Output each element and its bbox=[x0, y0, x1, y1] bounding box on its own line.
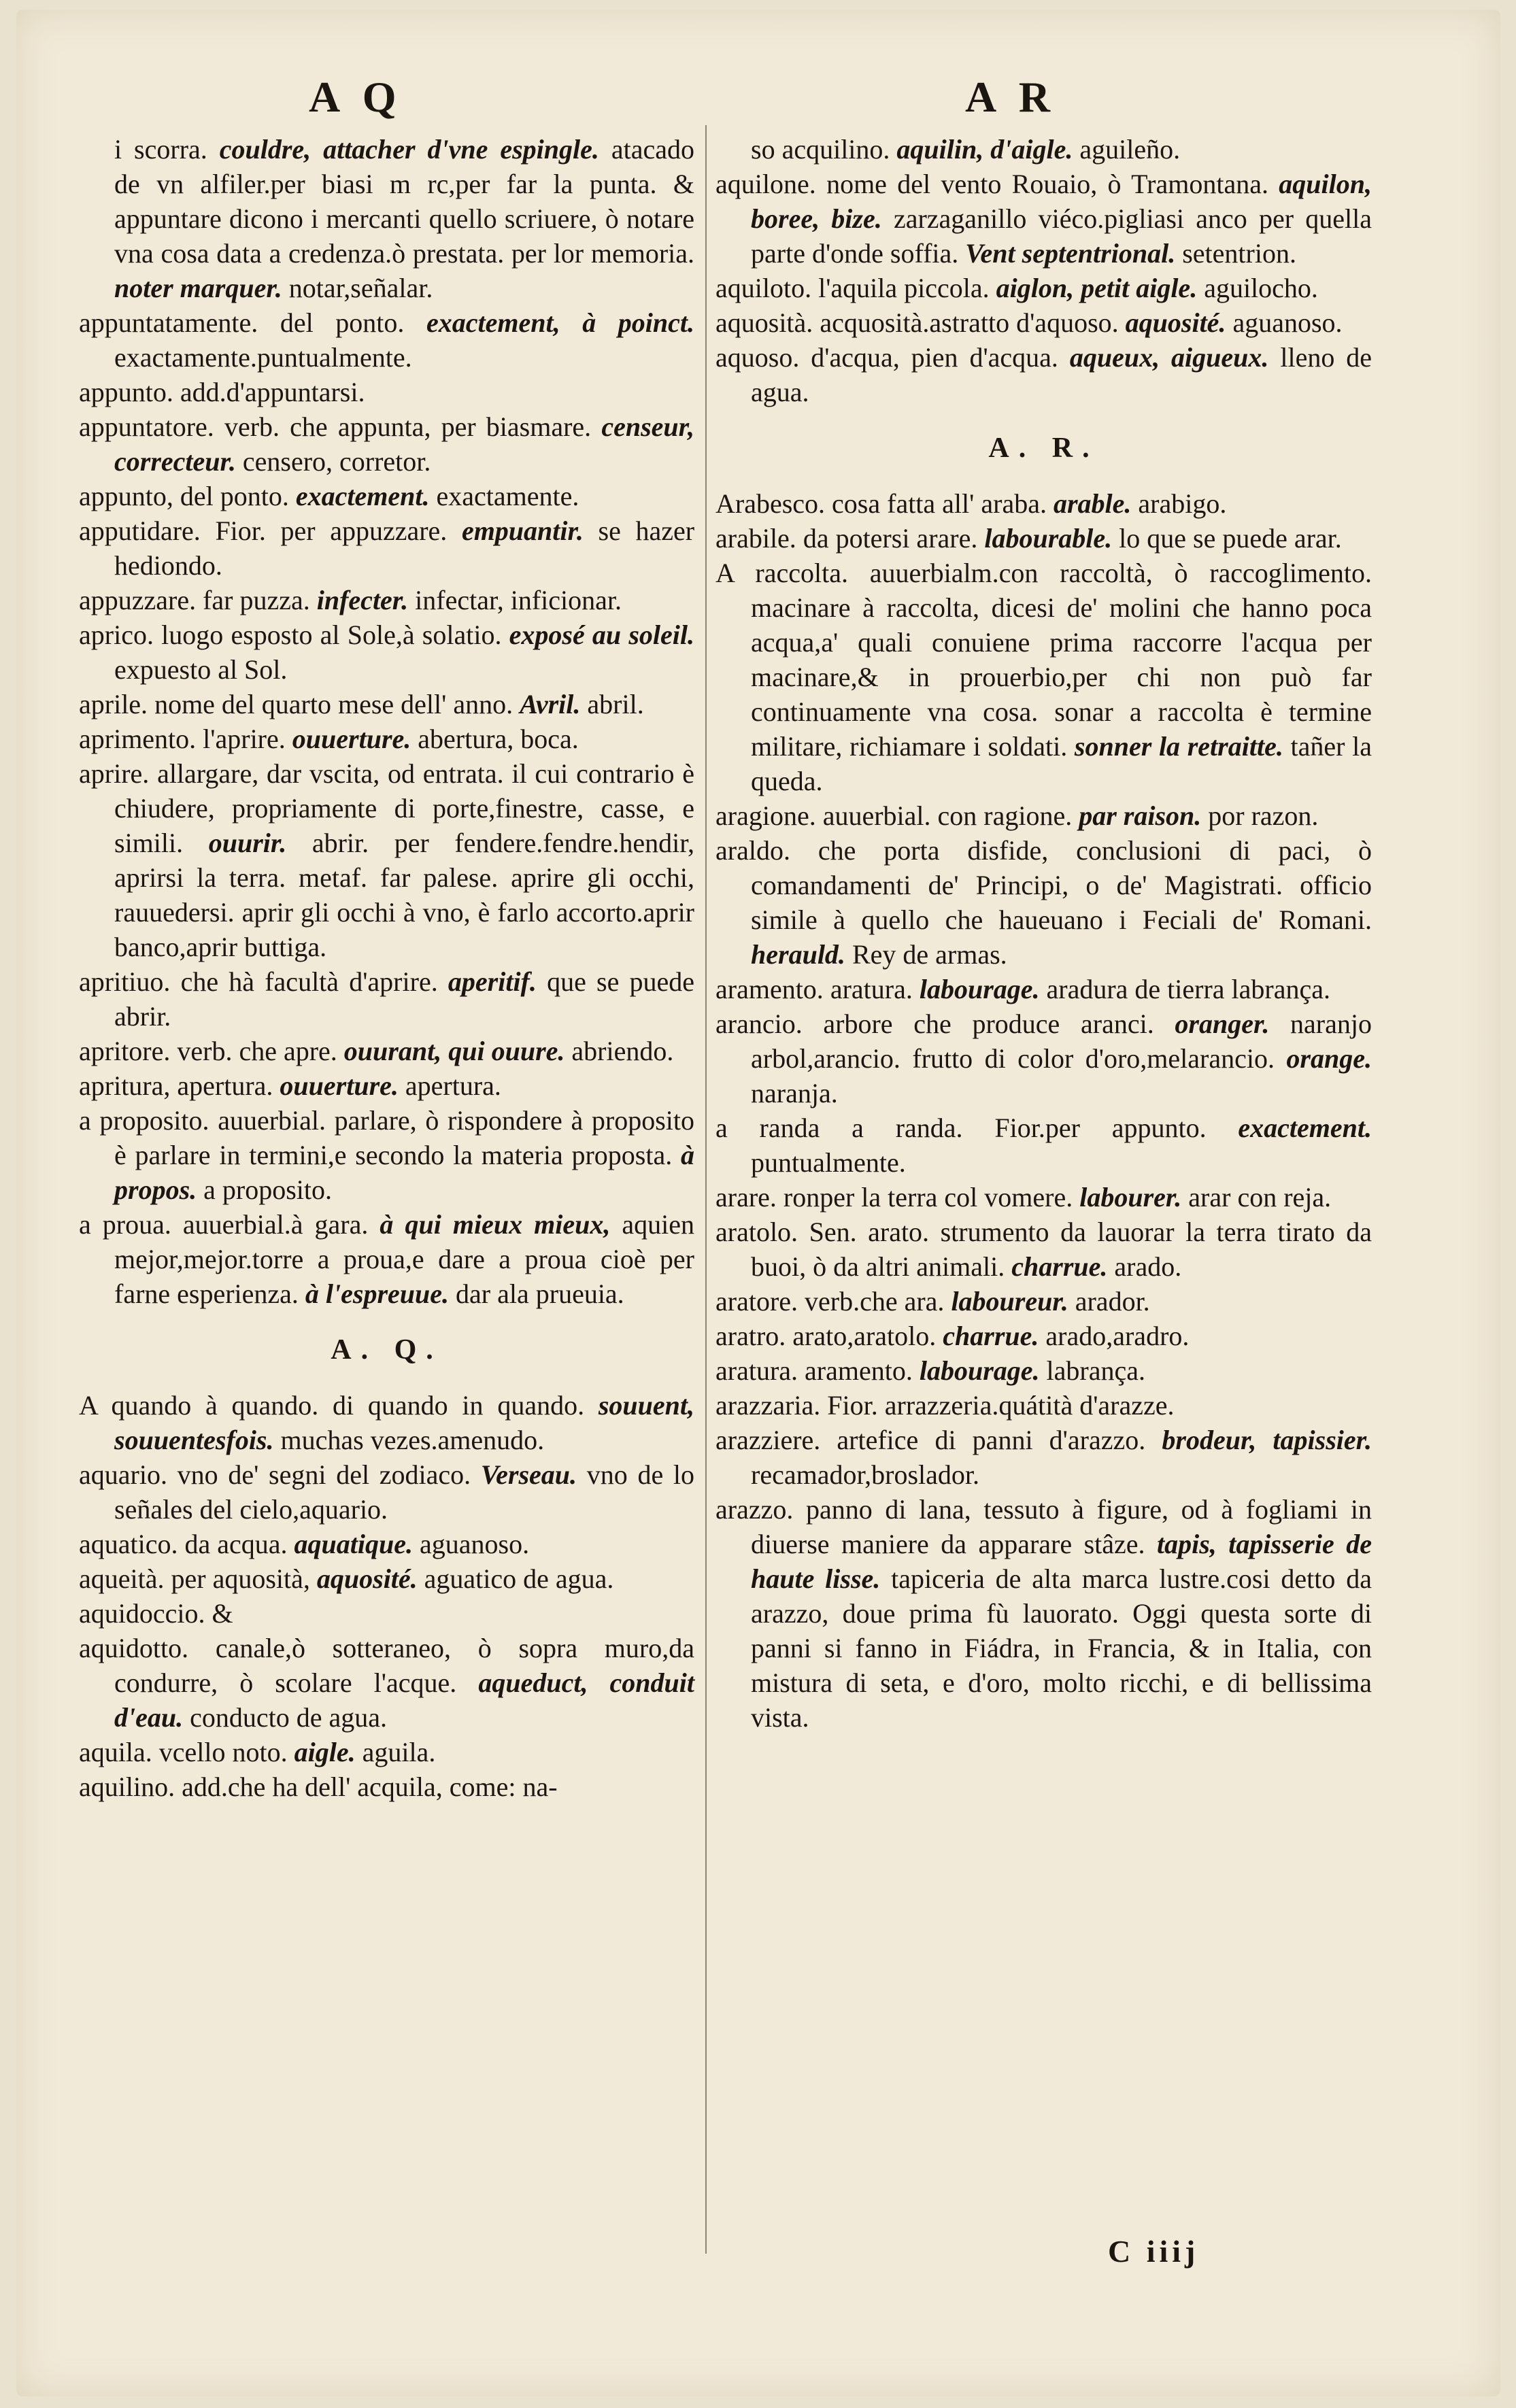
spanish-gloss: muchas vezes.amenudo. bbox=[280, 1425, 545, 1455]
definition: che porta disfide, conclusioni di paci, ò comandamenti de' Principi, o de' Magistrati. officio simile à quello che haueuano i Feciali de' Romani. bbox=[751, 835, 1372, 935]
french-gloss: Verseau. bbox=[480, 1459, 577, 1490]
french-gloss: ouurir. bbox=[208, 828, 287, 858]
french-gloss: laboureur. bbox=[951, 1286, 1068, 1317]
spanish-gloss: arado. bbox=[1114, 1251, 1182, 1282]
headword: arazziere. bbox=[715, 1425, 821, 1455]
headword: aquatico. bbox=[79, 1529, 178, 1559]
spanish-gloss: aguanoso. bbox=[1232, 307, 1343, 338]
dictionary-entry bbox=[79, 687, 694, 722]
french-gloss: charrue. bbox=[1011, 1251, 1108, 1282]
headword: aratore. bbox=[715, 1286, 798, 1317]
definition: Fior. per appuzzare. bbox=[215, 515, 448, 546]
headword: appuntatore. bbox=[79, 411, 214, 442]
french-gloss: herauld. bbox=[751, 939, 845, 970]
definition: d'acqua, pien d'acqua. bbox=[811, 342, 1058, 373]
headword: appunto. bbox=[79, 377, 173, 407]
dictionary-entry bbox=[715, 132, 1372, 167]
spanish-gloss: que se puede abrir. bbox=[114, 966, 695, 1032]
definition: auuerbialm.con raccoltà, ò raccoglimento. macinare à raccolta, dicesi de' molini che hanno poca acqua,a' quali conuiene prima raccorre l'acqua per macinare,& in prouerbio,per chi non può far continuamente vna cosa. sonar a raccolta è termine militare, richiamare i soldati. bbox=[751, 558, 1372, 762]
headword: i scorra. bbox=[114, 134, 207, 165]
dictionary-entry bbox=[715, 556, 1372, 798]
spanish-gloss: por razon. bbox=[1208, 800, 1319, 831]
dictionary-entry bbox=[715, 1423, 1372, 1492]
dictionary-entry bbox=[79, 1207, 694, 1311]
definition: canale,ò sotteraneo, ò sopra muro,da condurre, ò scolare l'acque. bbox=[114, 1633, 694, 1698]
spanish-gloss: arabigo. bbox=[1138, 488, 1227, 519]
spanish-gloss: notar,señalar. bbox=[288, 273, 433, 303]
headword: arazzo. bbox=[715, 1494, 794, 1525]
definition: ronper la terra col vomere. bbox=[783, 1182, 1073, 1213]
definition: artefice di panni d'arazzo. bbox=[837, 1425, 1146, 1455]
dictionary-entry bbox=[79, 1103, 694, 1207]
spanish-gloss: zarzaganillo viéco.pigliasi anco per quella parte d'onde soffia. bbox=[751, 203, 1372, 269]
signature-mark: C iiij bbox=[1108, 2234, 1200, 2269]
dictionary-entry bbox=[79, 1735, 694, 1769]
spanish-gloss: a proposito. bbox=[203, 1174, 333, 1205]
definition: verb. che apre. bbox=[177, 1036, 337, 1066]
dictionary-entry bbox=[715, 1284, 1372, 1319]
french-gloss: à qui mieux mieux, bbox=[380, 1209, 611, 1240]
french-gloss: tapis, tapisserie de haute lisse. bbox=[751, 1529, 1372, 1594]
section-heading-aq: A. Q. bbox=[331, 1334, 443, 1366]
dictionary-entry bbox=[79, 1561, 694, 1596]
dictionary-entry bbox=[715, 1110, 1372, 1180]
definition: far puzza. bbox=[203, 585, 310, 615]
definition: apertura. bbox=[177, 1070, 273, 1101]
headword: a randa a randa. bbox=[715, 1113, 963, 1143]
definition: aratura. bbox=[830, 974, 913, 1004]
headword: appunto, bbox=[79, 481, 173, 511]
dictionary-entry bbox=[715, 1215, 1372, 1284]
french-gloss: labourage. bbox=[919, 974, 1040, 1004]
definition: vno de' segni del zodiaco. bbox=[177, 1459, 471, 1490]
headword: a proposito. bbox=[79, 1105, 209, 1136]
french-gloss: aqueux, aigueux. bbox=[1069, 342, 1269, 373]
definition: cosa fatta all' araba. bbox=[832, 488, 1047, 519]
definition: panno di lana, tessuto à figure, od à fogliami in diuerse maniere da apparare stâze. bbox=[751, 1494, 1372, 1559]
french-gloss: oranger. bbox=[1175, 1008, 1270, 1039]
spanish-gloss: Rey de armas. bbox=[852, 939, 1007, 970]
spanish-gloss: expuesto al Sol. bbox=[114, 654, 288, 685]
french-gloss: noter marquer. bbox=[114, 273, 282, 303]
spanish-gloss: abril. bbox=[587, 689, 644, 719]
definition: allargare, dar vscita, od entrata. il cui contrario è chiudere, propriamente di porte,finestre, casse, e simili. bbox=[114, 758, 694, 858]
headword: araldo. bbox=[715, 835, 790, 866]
definition: acquosità.astratto d'aquoso. bbox=[820, 307, 1119, 338]
headword: A raccolta. bbox=[715, 558, 848, 588]
headword: appuzzare. bbox=[79, 585, 197, 615]
french-gloss: labourage. bbox=[919, 1355, 1040, 1386]
definition: arbore che produce aranci. bbox=[823, 1008, 1154, 1039]
spanish-gloss: vno de lo señales del cielo,aquario. bbox=[114, 1459, 695, 1525]
headword: aratura. bbox=[715, 1355, 798, 1386]
french-gloss: ouuerture. bbox=[292, 724, 411, 754]
spanish-gloss: tañer la queda. bbox=[751, 731, 1372, 796]
french-gloss: exactement, à poinct. bbox=[426, 307, 695, 338]
french-gloss: aigle. bbox=[294, 1737, 356, 1767]
left-column bbox=[79, 132, 694, 1804]
french-gloss: aquosité. bbox=[316, 1563, 418, 1594]
headword: apputidare. bbox=[79, 515, 201, 546]
headword: aquiloto. bbox=[715, 273, 812, 303]
dictionary-entry bbox=[79, 722, 694, 756]
spanish-gloss: exactamente.puntualmente. bbox=[114, 342, 412, 373]
definition: aramento. bbox=[805, 1355, 913, 1386]
left-entries bbox=[79, 132, 694, 1311]
definition: verb. che appunta, per biasmare. bbox=[224, 411, 592, 442]
dictionary-entry bbox=[79, 1034, 694, 1068]
french-gloss: aiglon, petit aigle. bbox=[996, 273, 1198, 303]
headword: aquidotto. bbox=[79, 1633, 189, 1663]
dictionary-entry bbox=[79, 305, 694, 375]
spanish-gloss: abriendo. bbox=[571, 1036, 674, 1066]
definition: verb.che ara. bbox=[805, 1286, 945, 1317]
spanish-gloss: aradura de tierra labrança. bbox=[1046, 974, 1330, 1004]
french-gloss: exposé au soleil. bbox=[509, 620, 695, 650]
headword: aqueità. bbox=[79, 1563, 165, 1594]
dictionary-entry bbox=[79, 1769, 694, 1804]
dictionary-entry bbox=[715, 521, 1372, 556]
section-heading-ar: A. R. bbox=[988, 433, 1099, 464]
dictionary-entry bbox=[79, 1068, 694, 1103]
definition: da acqua. bbox=[184, 1529, 288, 1559]
definition: da potersi arare. bbox=[803, 523, 978, 554]
spanish-gloss: exactamente. bbox=[436, 481, 579, 511]
spanish-gloss: aquien mejor,mejor.torre a proua,e dare a proua cioè per farne esperienza. bbox=[114, 1209, 695, 1309]
running-head-right: A R bbox=[965, 73, 1057, 121]
spanish-gloss: aguileño. bbox=[1079, 134, 1181, 165]
spanish-gloss: abertura, boca. bbox=[418, 724, 579, 754]
french-gloss: couldre, attacher d'vne espingle. bbox=[219, 134, 599, 165]
spanish-gloss: abrir. per fendere.fendre.hendir, aprirsi la terra. metaf. far palese. aprire gli occhi, rauuedersi. aprir gli occhi à vno, è farlo accorto.aprir banco,aprir buttiga. bbox=[114, 828, 694, 962]
headword: arare. bbox=[715, 1182, 777, 1213]
dictionary-entry bbox=[79, 409, 694, 479]
definition: del ponto. bbox=[280, 307, 405, 338]
right-entries bbox=[715, 132, 1372, 409]
headword: aquilone. bbox=[715, 169, 816, 199]
french-gloss: empuantir. bbox=[461, 515, 584, 546]
dictionary-entry bbox=[715, 1353, 1372, 1388]
dictionary-entry bbox=[79, 1388, 694, 1457]
spanish-gloss: conducto de agua. bbox=[190, 1702, 388, 1733]
headword: aprire. bbox=[79, 758, 150, 789]
spanish-gloss: naranjo arbol,arancio. frutto di color d'oro,melarancio. bbox=[751, 1008, 1372, 1074]
definition: vcello noto. bbox=[158, 1737, 288, 1767]
headword: aprico. bbox=[79, 620, 154, 650]
definition: Fior.per appunto. bbox=[994, 1113, 1207, 1143]
french-gloss: Avril. bbox=[520, 689, 581, 719]
spanish-gloss: aguatico de agua. bbox=[424, 1563, 614, 1594]
spanish-gloss: arado,aradro. bbox=[1045, 1321, 1190, 1351]
headword: apritore. bbox=[79, 1036, 171, 1066]
spanish-gloss: aguila. bbox=[362, 1737, 436, 1767]
dictionary-entry bbox=[715, 833, 1372, 972]
headword: so acquilino. bbox=[751, 134, 890, 165]
dictionary-entry bbox=[715, 972, 1372, 1006]
right-column bbox=[715, 132, 1372, 1735]
french-gloss: labourable. bbox=[984, 523, 1113, 554]
headword: aratolo. bbox=[715, 1217, 798, 1247]
column-divider bbox=[705, 125, 707, 2254]
dictionary-entry bbox=[79, 756, 694, 964]
spanish-gloss: censero, corretor. bbox=[242, 446, 431, 477]
french-gloss: par raison. bbox=[1079, 800, 1202, 831]
dictionary-entry bbox=[79, 1596, 694, 1631]
headword: aprimento. bbox=[79, 724, 197, 754]
french-gloss: aquosité. bbox=[1125, 307, 1226, 338]
spanish-gloss: arar con reja. bbox=[1188, 1182, 1332, 1213]
headword: A quando à quando. bbox=[79, 1390, 319, 1421]
headword: apritiuo. bbox=[79, 966, 171, 997]
dictionary-entry bbox=[715, 1180, 1372, 1215]
dictionary-entry bbox=[715, 1388, 1372, 1423]
french-gloss: aquatique. bbox=[294, 1529, 413, 1559]
headword: aquoso. bbox=[715, 342, 800, 373]
french-gloss: souuent, souuentesfois. bbox=[114, 1390, 695, 1455]
definition: & bbox=[212, 1598, 233, 1629]
spanish-gloss: apertura. bbox=[405, 1070, 501, 1101]
definition: auuerbial. con ragione. bbox=[822, 800, 1073, 831]
headword: a proua. bbox=[79, 1209, 171, 1240]
definition: luogo esposto al Sole,à solatio. bbox=[161, 620, 502, 650]
dictionary-entry bbox=[715, 271, 1372, 305]
headword: apritura, bbox=[79, 1070, 171, 1101]
definition: add.d'appuntarsi. bbox=[180, 377, 365, 407]
dictionary-entry bbox=[715, 486, 1372, 521]
spanish-gloss: aguilocho. bbox=[1204, 273, 1318, 303]
dictionary-entry bbox=[715, 1006, 1372, 1110]
spanish-gloss: infectar, inficionar. bbox=[415, 585, 622, 615]
headword: aquila. bbox=[79, 1737, 152, 1767]
right-entries-ar bbox=[715, 486, 1372, 1735]
spanish-gloss: lleno de agua. bbox=[751, 342, 1372, 407]
dictionary-entry bbox=[79, 513, 694, 583]
spanish-gloss: setentrion. bbox=[1182, 238, 1296, 269]
spanish-gloss: puntualmente. bbox=[751, 1147, 906, 1178]
spanish-gloss: arador. bbox=[1075, 1286, 1150, 1317]
headword: arancio. bbox=[715, 1008, 803, 1039]
definition: l'aquila piccola. bbox=[818, 273, 990, 303]
french-gloss: à propos. bbox=[114, 1140, 695, 1205]
dictionary-entry bbox=[79, 1527, 694, 1561]
definition: di quando in quando. bbox=[333, 1390, 585, 1421]
headword: arazzaria. bbox=[715, 1390, 821, 1421]
headword: aprile. bbox=[79, 689, 148, 719]
french-gloss: ouuerture. bbox=[280, 1070, 399, 1101]
french-gloss: aperitif. bbox=[448, 966, 537, 997]
headword: aratro. bbox=[715, 1321, 786, 1351]
french-gloss: arable. bbox=[1053, 488, 1132, 519]
dictionary-entry bbox=[715, 798, 1372, 833]
running-head-left: A Q bbox=[309, 73, 403, 121]
dictionary-entry bbox=[79, 375, 694, 409]
dictionary-entry bbox=[715, 340, 1372, 409]
spanish-gloss: dar ala prueuia. bbox=[456, 1278, 624, 1309]
headword: aquidoccio. bbox=[79, 1598, 205, 1629]
headword: appuntatamente. bbox=[79, 307, 258, 338]
french-gloss: aquilin, d'aigle. bbox=[896, 134, 1073, 165]
definition: Sen. arato. strumento da lauorar la terra tirato da buoi, ò da altri animali. bbox=[751, 1217, 1372, 1282]
french-gloss: à l'espreuue. bbox=[305, 1278, 450, 1309]
definition: add.che ha dell' acquila, come: na- bbox=[182, 1771, 558, 1802]
definition: atacado de vn alfiler.per biasi m rc,per far la punta. & appuntare dicono i mercanti quello scriuere, ò notare vna cosa data a credenza.ò prestata. per lor memoria. bbox=[114, 134, 694, 269]
french-gloss: censeur, correcteur. bbox=[114, 411, 694, 477]
dictionary-entry bbox=[79, 479, 694, 513]
headword: arabile. bbox=[715, 523, 796, 554]
dictionary-entry bbox=[79, 1631, 694, 1735]
definition: per aquosità, bbox=[171, 1563, 310, 1594]
spanish-gloss: se hazer hediondo. bbox=[114, 515, 695, 581]
dictionary-entry bbox=[79, 132, 694, 305]
french-gloss: charrue. bbox=[943, 1321, 1039, 1351]
french-gloss: exactement. bbox=[295, 481, 430, 511]
spanish-gloss: tapiceria de alta marca lustre.cosi detto da arazzo, doue prima fù lauorato. Oggi questa sorte di panni si fanno in Fiádra, in Francia, & in Italia, con mistura di seta, e d'oro, molto ricchi, e di bellissima vista. bbox=[751, 1563, 1372, 1733]
definition: che hà facultà d'aprire. bbox=[180, 966, 438, 997]
spanish-gloss: labrança. bbox=[1046, 1355, 1145, 1386]
headword: aragione. bbox=[715, 800, 816, 831]
dictionary-entry bbox=[715, 1492, 1372, 1735]
french-gloss: orange. bbox=[1286, 1043, 1372, 1074]
dictionary-entry bbox=[715, 167, 1372, 271]
french-gloss: Vent septentrional. bbox=[965, 238, 1176, 269]
definition: del ponto. bbox=[180, 481, 289, 511]
headword: aquario. bbox=[79, 1459, 167, 1490]
dictionary-entry bbox=[79, 964, 694, 1034]
french-gloss: brodeur, tapissier. bbox=[1162, 1425, 1372, 1455]
left-entries-aq bbox=[79, 1388, 694, 1804]
dictionary-entry bbox=[79, 617, 694, 687]
headword: aramento. bbox=[715, 974, 824, 1004]
book-page bbox=[16, 10, 1500, 2396]
french-gloss: exactement. bbox=[1238, 1113, 1372, 1143]
french-gloss: labourer. bbox=[1079, 1182, 1182, 1213]
french-gloss: infecter. bbox=[316, 585, 409, 615]
dictionary-entry bbox=[79, 583, 694, 617]
headword: Arabesco. bbox=[715, 488, 826, 519]
french-gloss: aquilon, boree, bize. bbox=[751, 169, 1372, 234]
definition: Fior. arrazzeria.quátità d'arazze. bbox=[827, 1390, 1175, 1421]
spanish-gloss: naranja. bbox=[751, 1078, 838, 1108]
headword: aquilino. bbox=[79, 1771, 175, 1802]
dictionary-entry bbox=[715, 305, 1372, 340]
definition: nome del quarto mese dell' anno. bbox=[154, 689, 513, 719]
french-gloss: sonner la retraitte. bbox=[1074, 731, 1283, 762]
french-gloss: aqueduct, conduit d'eau. bbox=[114, 1667, 695, 1733]
dictionary-entry bbox=[79, 1457, 694, 1527]
definition: arato,aratolo. bbox=[792, 1321, 937, 1351]
definition: auuerbial.à gara. bbox=[182, 1209, 369, 1240]
headword: aquosità. bbox=[715, 307, 813, 338]
definition: l'aprire. bbox=[203, 724, 286, 754]
french-gloss: ouurant, qui ouure. bbox=[343, 1036, 565, 1066]
definition: nome del vento Rouaio, ò Tramontana. bbox=[826, 169, 1268, 199]
spanish-gloss: recamador,broslador. bbox=[751, 1459, 980, 1490]
dictionary-entry bbox=[715, 1319, 1372, 1353]
definition: auuerbial. parlare, ò rispondere à proposito è parlare in termini,e secondo la materia proposta. bbox=[114, 1105, 694, 1170]
spanish-gloss: aguanoso. bbox=[420, 1529, 530, 1559]
spanish-gloss: lo que se puede arar. bbox=[1119, 523, 1342, 554]
